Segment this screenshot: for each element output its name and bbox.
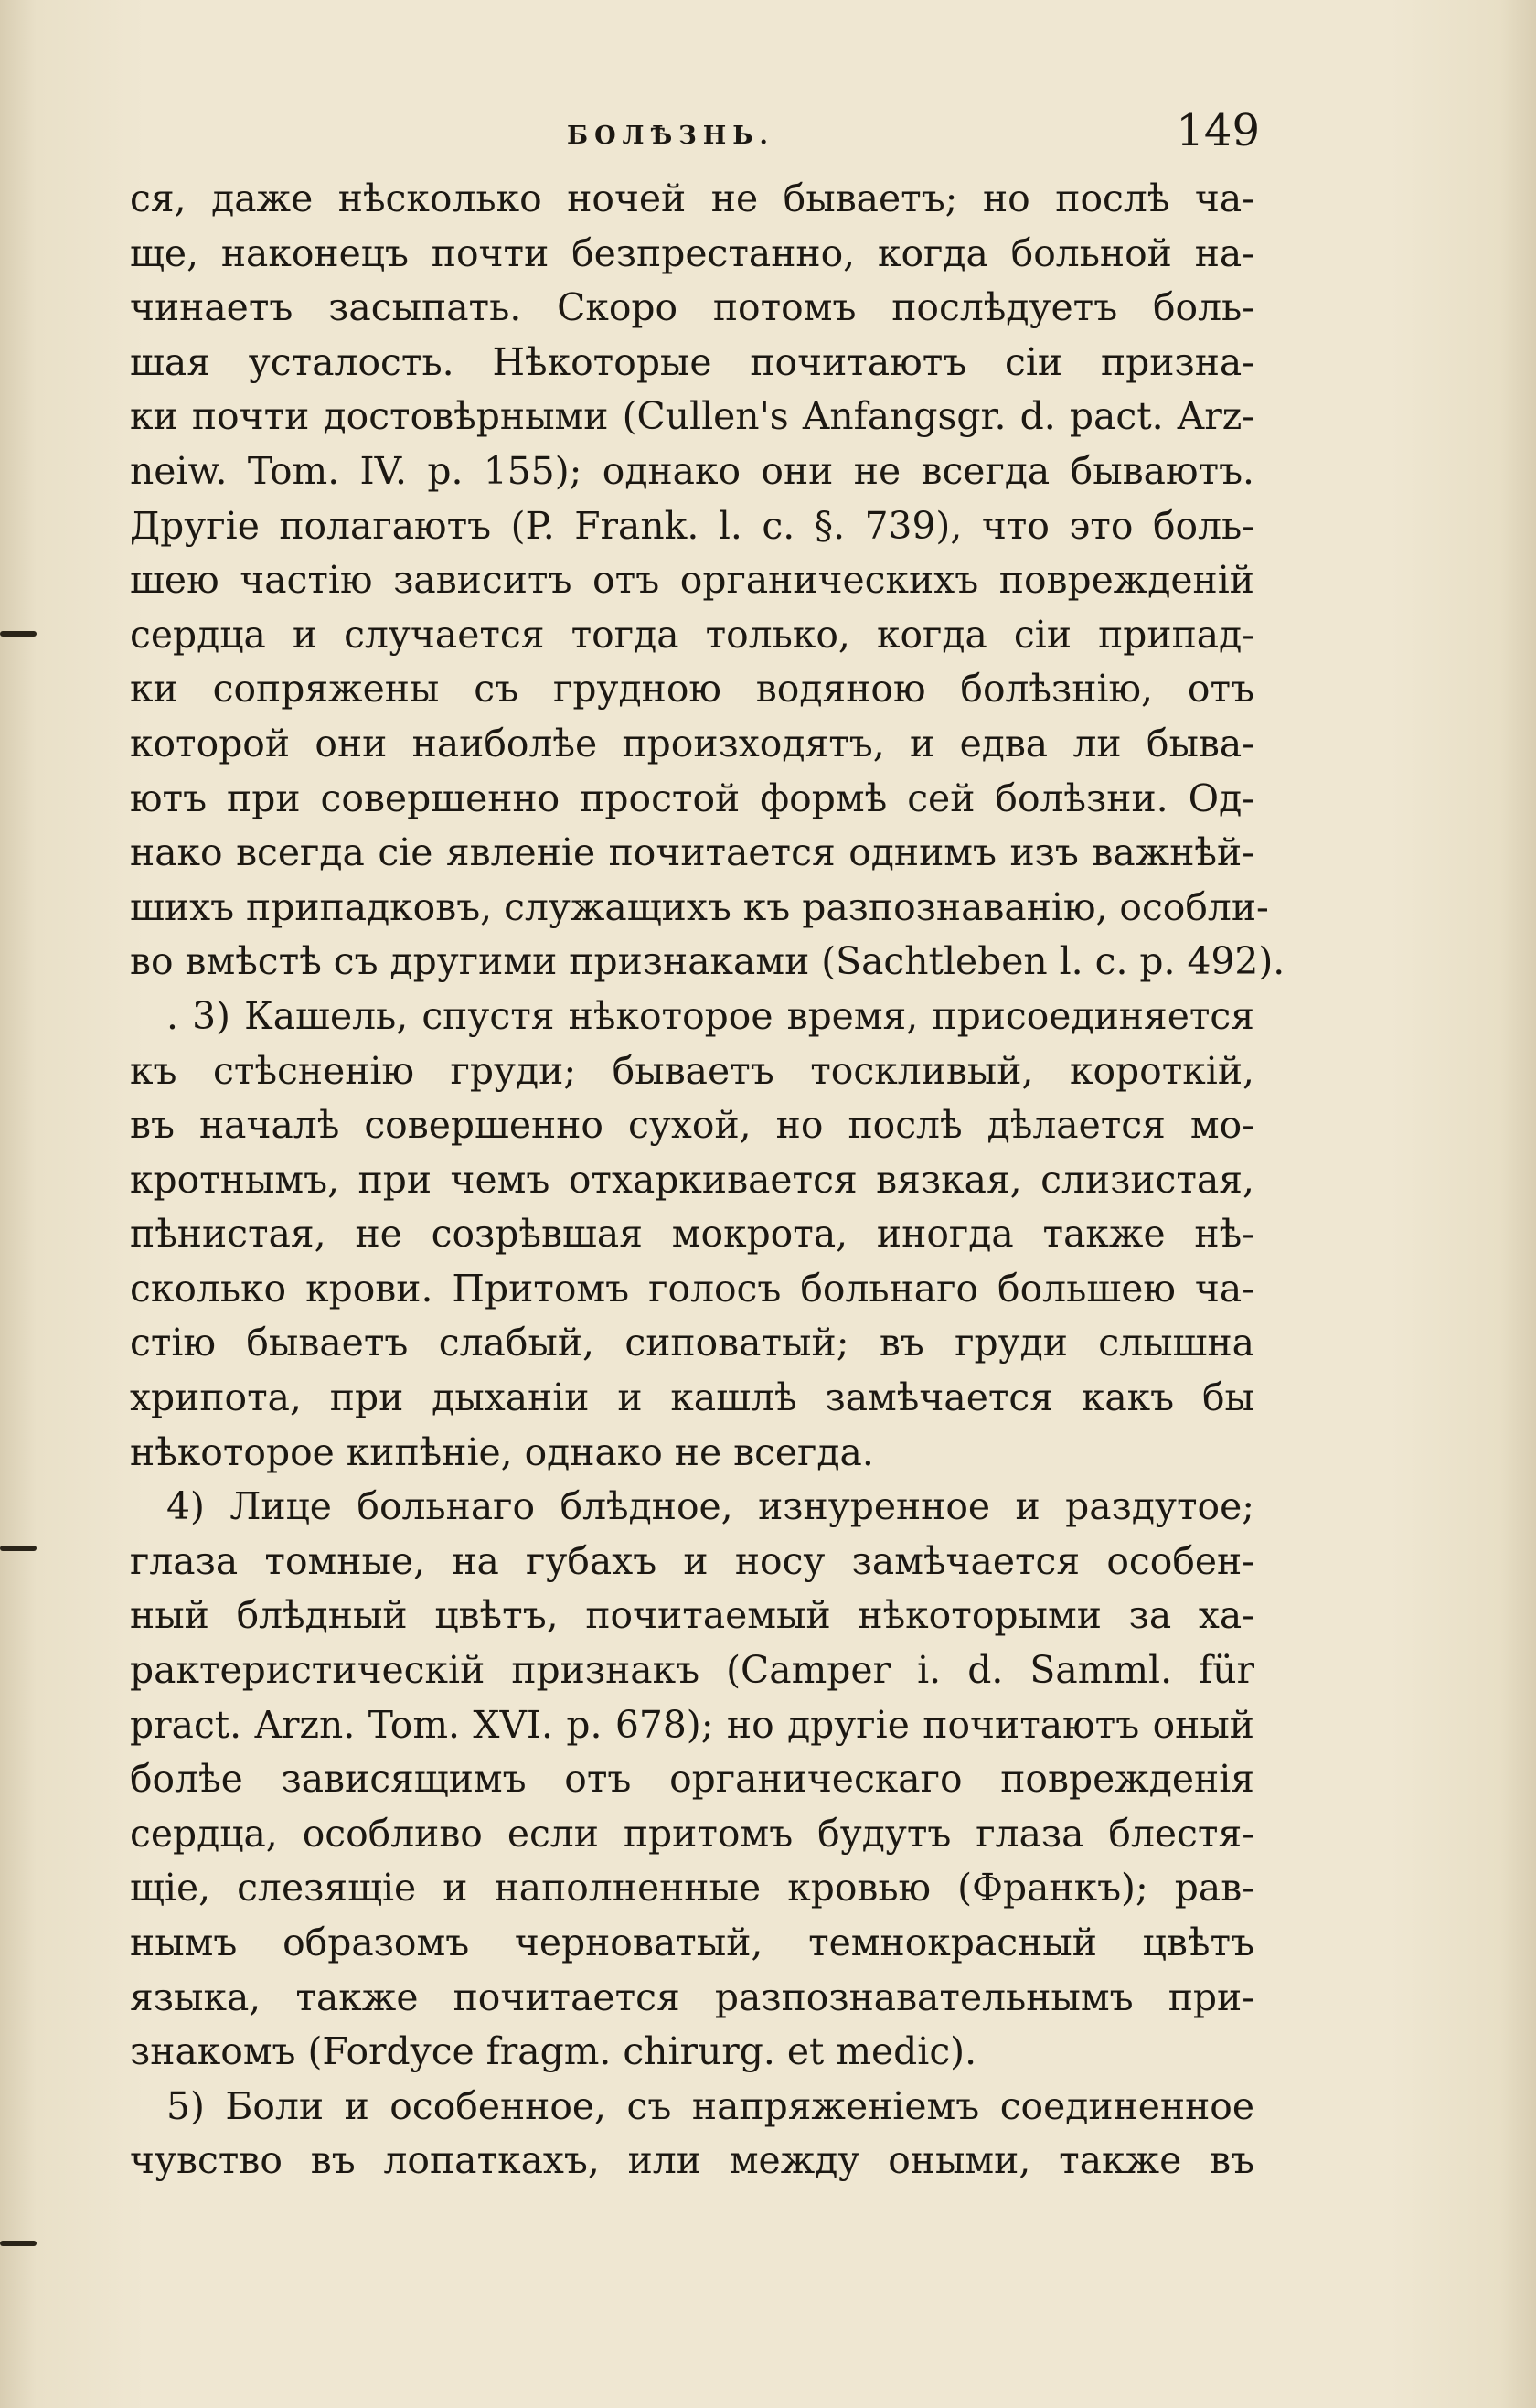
text-line: 4) Лице больнаго блѣдное, изнуренное и раздутое; [166, 1484, 1254, 1529]
text-line: хрипота, при дыханіи и кашлѣ замѣчается какъ бы [130, 1375, 1254, 1420]
text-line: къ стѣсненію груди; бываетъ тоскливый, короткій, [130, 1048, 1254, 1093]
text-line: рактеристическій признакъ (Camper i. d. Samml. für [130, 1648, 1254, 1693]
text-line: въ началѣ совершенно сухой, но послѣ дѣлается мо- [130, 1103, 1254, 1148]
text-line: болѣе зависящимъ отъ органическаго поврежденія [130, 1757, 1254, 1802]
page-header [146, 105, 1271, 160]
text-line: pract. Arzn. Tom. XVI. p. 678); но другіе почитаютъ оный [130, 1702, 1254, 1747]
text-line: Другіе полагаютъ (P. Frank. l. c. §. 739), что это боль- [130, 503, 1254, 548]
running-head: БОЛѢЗНЬ. [567, 122, 774, 150]
text-line: ки почти достовѣрными (Cullen's Anfangsgr. d. pact. Arz- [130, 394, 1254, 439]
text-line: шихъ припадковъ, служащихъ къ разпознаванію, особли- [130, 884, 1269, 929]
page-edge-mark [0, 2241, 37, 2246]
text-line: neiw. Tom. IV. p. 155); однако они не всегда бываютъ. [130, 448, 1254, 493]
text-line: глаза томные, на губахъ и носу замѣчается особен- [130, 1538, 1254, 1583]
text-line: шая усталость. Нѣкоторые почитаютъ сіи призна- [130, 339, 1254, 384]
text-line: шею частію зависитъ отъ органическихъ поврежденій [130, 558, 1254, 603]
page-number: 149 [1176, 105, 1260, 156]
text-line: сердца, особливо если притомъ будутъ глаза блестя- [130, 1811, 1254, 1856]
text-line: щіе, слезящіе и наполненные кровью (Франкъ); рав- [130, 1866, 1254, 1910]
text-line: ный блѣдный цвѣтъ, почитаемый нѣкоторыми за ха- [130, 1593, 1254, 1638]
text-line: . 3) Кашель, спустя нѣкоторое время, присоединяется [166, 993, 1254, 1038]
text-line: нымъ образомъ черноватый, темнокрасный цвѣтъ [130, 1921, 1254, 1964]
text-line: чинаетъ засыпать. Скоро потомъ послѣдуетъ боль- [130, 285, 1254, 330]
text-line: ютъ при совершенно простой формѣ сей болѣзни. Од- [130, 776, 1254, 820]
text-line: нако всегда сіе явленіе почитается однимъ изъ важнѣй- [130, 830, 1254, 875]
text-line: языка, также почитается разпознавательнымъ при- [130, 1975, 1254, 2019]
page-edge-mark [0, 1546, 37, 1551]
body-text [130, 172, 1285, 2189]
text-line: которой они наиболѣе произходятъ, и едва ли быва- [130, 721, 1254, 765]
text-line: ся, даже нѣсколько ночей не бываетъ; но послѣ ча- [130, 177, 1254, 220]
text-line: 5) Боли и особенное, съ напряженіемъ соединенное [166, 2083, 1254, 2128]
text-line: ще, наконецъ почти безпрестанно, когда больной на- [130, 230, 1254, 275]
text-line: знакомъ (Fordyce fragm. chirurg. et medic). [130, 2029, 977, 2074]
text-line: стію бываетъ слабый, сиповатый; въ груди слышна [130, 1321, 1254, 1365]
text-line: сердца и случается тогда только, когда сіи припад- [130, 612, 1254, 657]
text-line: ки сопряжены съ грудною водяною болѣзнію, отъ [130, 667, 1254, 712]
text-line: нѣкоторое кипѣніе, однако не всегда. [130, 1429, 874, 1474]
page-edge-mark [0, 631, 37, 637]
text-line: пѣнистая, не созрѣвшая мокрота, иногда также нѣ- [130, 1212, 1254, 1257]
text-line: кротнымъ, при чемъ отхаркивается вязкая, слизистая, [130, 1157, 1254, 1202]
text-line: во вмѣстѣ съ другими признаками (Sachtleben l. c. p. 492). [130, 939, 1285, 984]
text-line: сколько крови. Притомъ голосъ больнаго большею ча- [130, 1266, 1254, 1311]
text-line: чувство въ лопаткахъ, или между оными, также въ [130, 2138, 1254, 2183]
